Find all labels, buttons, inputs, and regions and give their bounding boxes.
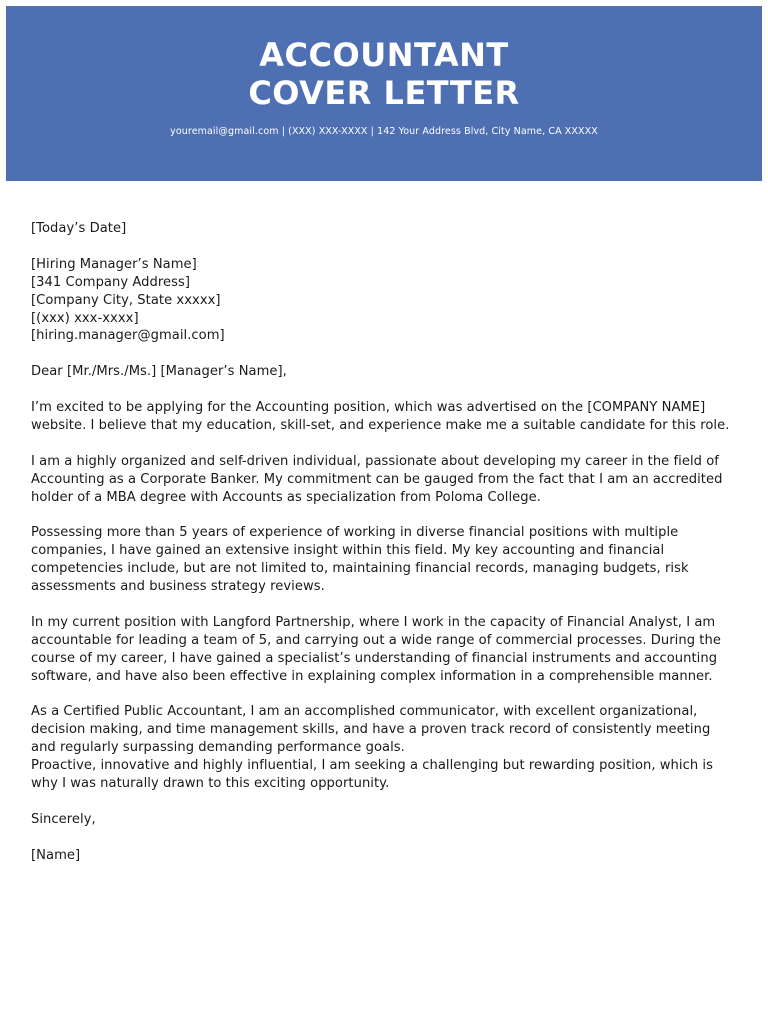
contact-info: youremail@gmail.com | (XXX) XXX-XXXX | 142 Your Address Blvd, City Name, CA XXXXX <box>170 126 598 137</box>
paragraph-line: assessments and business strategy reviews. <box>31 579 325 595</box>
paragraph-line: accountable for leading a team of 5, and carrying out a wide range of commercial processes. During the <box>31 632 721 648</box>
recipient-phone: [(xxx) xxx-xxxx] <box>31 310 139 326</box>
letter-body <box>31 220 731 864</box>
paragraph-line: I’m excited to be applying for the Accounting position, which was advertised on the [COMPANY NAME] <box>31 400 706 416</box>
paragraph-line: course of my career, I have gained a specialist’s understanding of financial instruments and accounting <box>31 650 718 666</box>
paragraph-line: holder of a MBA degree with Accounts as specialization from Poloma College. <box>31 489 541 505</box>
recipient-block <box>31 256 731 346</box>
recipient-address: [341 Company Address] <box>31 274 191 290</box>
paragraph-line: Proactive, innovative and highly influential, I am seeking a challenging but rewarding position, which is <box>31 758 713 774</box>
paragraph-1 <box>31 399 731 435</box>
document-title-line-1: ACCOUNTANT <box>259 36 509 74</box>
paragraph-line: competencies include, but are not limited to, maintaining financial records, managing budgets, risk <box>31 561 689 577</box>
recipient-name: [Hiring Manager’s Name] <box>31 256 197 272</box>
paragraph-line: decision making, and time management skills, and have a proven track record of consistently meeting <box>31 722 711 738</box>
header-banner <box>6 6 762 181</box>
paragraph-4 <box>31 614 731 686</box>
paragraph-5 <box>31 703 731 793</box>
paragraph-line: I am a highly organized and self-driven individual, passionate about developing my career in the field of <box>31 453 719 469</box>
recipient-email: [hiring.manager@gmail.com] <box>31 328 225 344</box>
paragraph-line: Possessing more than 5 years of experience of working in diverse financial positions with multiple <box>31 525 679 541</box>
paragraph-line: companies, I have gained an extensive insight within this field. My key accounting and financial <box>31 543 665 559</box>
paragraph-line: In my current position with Langford Partnership, where I work in the capacity of Financial Analyst, I am <box>31 614 716 630</box>
paragraph-line: As a Certified Public Accountant, I am an accomplished communicator, with excellent organizational, <box>31 704 698 720</box>
paragraph-2 <box>31 453 731 507</box>
date-line: [Today’s Date] <box>31 221 127 236</box>
paragraph-line: software, and have also been effective in explaining complex information in a comprehensible manner. <box>31 668 713 684</box>
paragraph-line: why I was naturally drawn to this exciting opportunity. <box>31 775 390 791</box>
paragraph-line: Accounting as a Corporate Banker. My commitment can be gauged from the fact that I am an accredited <box>31 471 723 487</box>
recipient-city-state: [Company City, State xxxxx] <box>31 292 221 308</box>
document-title-line-2: COVER LETTER <box>248 74 520 112</box>
paragraph-line: and regularly surpassing demanding performance goals. <box>31 740 405 756</box>
paragraph-3 <box>31 524 731 596</box>
signature-name: [Name] <box>31 847 81 863</box>
closing: Sincerely, <box>31 811 96 827</box>
paragraph-line: website. I believe that my education, skill-set, and experience make me a suitable candidate for this role. <box>31 417 730 433</box>
salutation: Dear [Mr./Mrs./Ms.] [Manager’s Name], <box>31 364 287 380</box>
